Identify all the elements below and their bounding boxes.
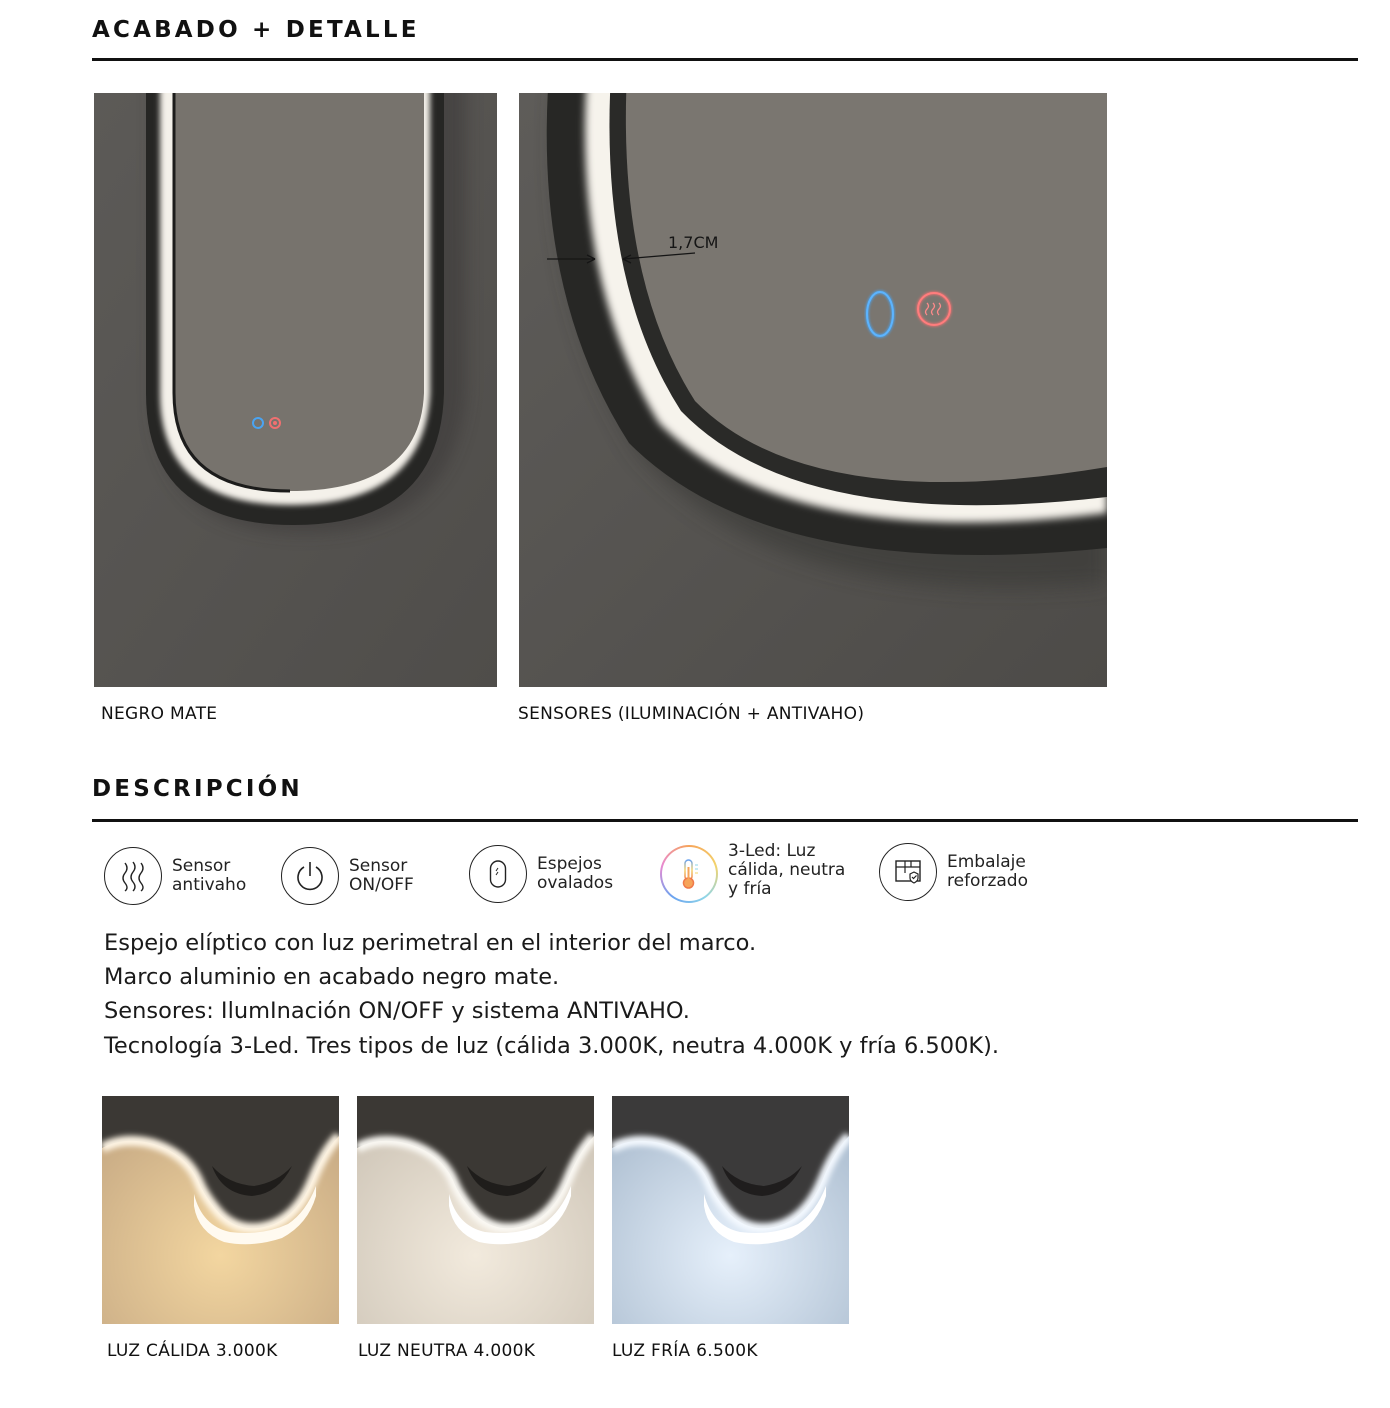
caption-luz-fria: LUZ FRÍA 6.500K: [612, 1341, 758, 1361]
photo-sensores: [519, 93, 1107, 687]
description-line: Tecnología 3-Led. Tres tipos de luz (cálida 3.000K, neutra 4.000K y fría 6.500K).: [104, 1032, 1000, 1059]
caption-sensores: SENSORES (ILUMINACIÓN + ANTIVAHO): [518, 704, 865, 724]
feature-label: Embalaje reforzado: [947, 852, 1028, 891]
description-line: Sensores: IlumInación ON/OFF y sistema ANTIVAHO.: [104, 998, 690, 1025]
section-divider: [92, 58, 1358, 61]
caption-negro-mate: NEGRO MATE: [101, 704, 218, 724]
section-divider: [92, 819, 1358, 822]
section-title-description: DESCRIPCIÓN: [92, 776, 303, 802]
description-line: Espejo elíptico con luz perimetral en el interior del marco.: [104, 930, 757, 956]
feature-sensor-antivaho: [104, 843, 246, 909]
feature-3-led: [660, 841, 845, 907]
photo-luz-neutra: [357, 1096, 594, 1324]
photo-negro-mate: [94, 93, 497, 687]
feature-label: Sensor antivaho: [172, 856, 247, 895]
steam-icon: [104, 847, 162, 905]
feature-label: 3-Led: Luz cálida, neutra y fría: [728, 840, 846, 899]
photo-luz-calida: [102, 1096, 339, 1324]
dimension-label: 1,7CM: [668, 233, 719, 252]
section-title-finish: ACABADO + DETALLE: [92, 17, 420, 43]
package-icon: [879, 843, 937, 901]
feature-embalaje-reforzado: [879, 839, 1028, 905]
feature-sensor-onoff: [281, 843, 414, 909]
caption-luz-calida: LUZ CÁLIDA 3.000K: [107, 1341, 278, 1361]
feature-espejos-ovalados: [469, 841, 613, 907]
description-text: [104, 926, 999, 1063]
feature-label: Espejos ovalados: [537, 854, 614, 893]
power-icon: [281, 847, 339, 905]
description-line: Marco aluminio en acabado negro mate.: [104, 964, 560, 991]
oval-mirror-icon: [469, 845, 527, 903]
caption-luz-neutra: LUZ NEUTRA 4.000K: [358, 1341, 536, 1361]
feature-label: Sensor ON/OFF: [349, 856, 414, 895]
thermometer-icon: [660, 845, 718, 903]
photo-luz-fria: [612, 1096, 849, 1324]
